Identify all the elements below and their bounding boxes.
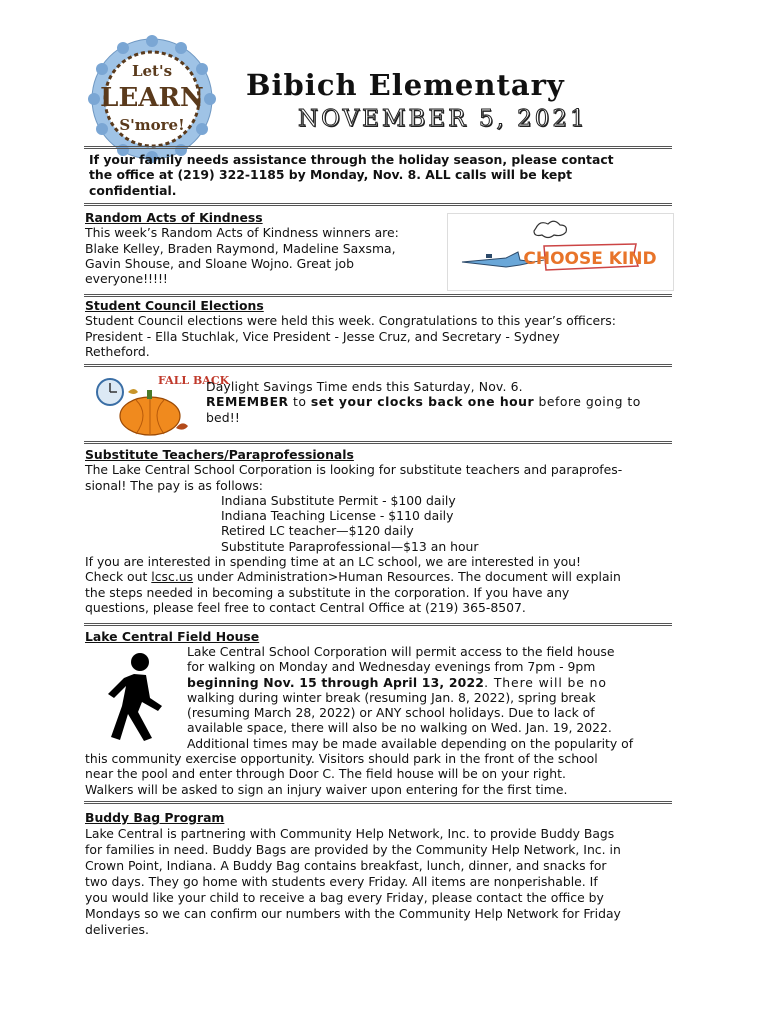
council-section: Student Council Elections Student Council elections were held this week. Congratulations to this year’s officers: President - Ella Stuchlak, Vice President - Jesse Cruz, and Secretary - Sydney Retheford. <box>85 298 616 359</box>
fieldhouse-heading: Lake Central Field House <box>85 629 260 644</box>
logo-line-3: S'more! <box>119 116 185 134</box>
dst-section: Daylight Savings Time ends this Saturday, Nov. 6. REMEMBER to set your clocks back one hour before going to bed!! <box>206 379 641 425</box>
divider <box>84 294 672 297</box>
divider <box>84 146 672 149</box>
divider <box>84 364 672 367</box>
buddy-heading: Buddy Bag Program <box>85 810 225 825</box>
kindness-section: Random Acts of Kindness This week’s Random Acts of Kindness winners are: Blake Kelley, Braden Raymond, Madeline Saxsma, Gavin Shouse, and Sloane Wojno. Great job everyone!!!!! <box>85 210 399 287</box>
divider <box>84 441 672 444</box>
divider <box>84 203 672 206</box>
fall-back-image <box>92 370 230 438</box>
buddy-section: Buddy Bag Program Lake Central is partnering with Community Help Network, Inc. to provide Buddy Bags for families in need. Buddy Bags are provided by the Community Help Network, Inc. in Crown Point, Indiana. A Buddy Bag contains breakfast, lunch, dinner, and snacks for two days. They go home with students every Friday. All items are nonperishable. If you would like your child to receive a bag every Friday, please contact the office by Mondays so we can confirm our numbers with the Community Help Network for Friday deliveries. <box>85 810 621 937</box>
fieldhouse-body-cont: this community exercise opportunity. Visitors should park in the front of the school near the pool and enter through Door C. The field house will be on your right. Walkers will be asked to sign an injury waiver upon entering for the first time. <box>85 751 598 797</box>
fieldhouse-body: Lake Central School Corporation will permit access to the field house for walking on Monday and Wednesday evenings from 7pm - 9pm beginning Nov. 15 through April 13, 2022. There will be no walking during winter break (resuming Jan. 8, 2022), spring break (resuming March 28, 2022) or ANY school holidays. Due to lack of available space, there will also be no walking on Wed. Jan. 19, 2022. Additional times may be made available depending on the popularity of <box>187 644 634 751</box>
kindness-heading: Random Acts of Kindness <box>85 210 263 225</box>
fall-back-text: FALL BACK <box>158 374 230 387</box>
choose-kind-image <box>447 213 674 291</box>
assistance-notice: If your family needs assistance through the holiday season, please contact the office at (219) 322-1185 by Monday, Nov. 8. ALL calls will be kept confidential. <box>89 152 614 198</box>
newsletter-date: NOVEMBER 5, 2021 <box>298 106 588 132</box>
council-heading: Student Council Elections <box>85 298 264 313</box>
school-logo <box>82 34 222 164</box>
substitute-section: Substitute Teachers/Paraprofessionals The Lake Central School Corporation is looking for substitute teachers and paraprofes- sional! The pay is as follows: Indiana Substitute Permit - $100 daily Indiana Teaching License - $110 daily Retired LC teacher—$120 daily Substitute Paraprofessional—$13 an hour If you are interested in spending time at an LC school, we are interested in you! Check out lcsc.us under Administration>Human Resources. The document will explain the steps needed in becoming a substitute in the corporation. If you have any questions, please feel free to contact Central Office at (219) 365-8507. <box>85 447 623 615</box>
substitute-heading: Substitute Teachers/Paraprofessionals <box>85 447 354 462</box>
school-name: Bibich Elementary <box>246 68 565 102</box>
divider <box>84 623 672 626</box>
divider <box>84 801 672 804</box>
banner-text: CHOOSE KIND <box>523 249 657 269</box>
logo-line-1: Let's <box>131 62 173 80</box>
logo-line-2: LEARN <box>100 83 204 113</box>
walking-person-icon <box>84 648 180 744</box>
lcsc-link[interactable]: lcsc.us <box>151 569 194 585</box>
